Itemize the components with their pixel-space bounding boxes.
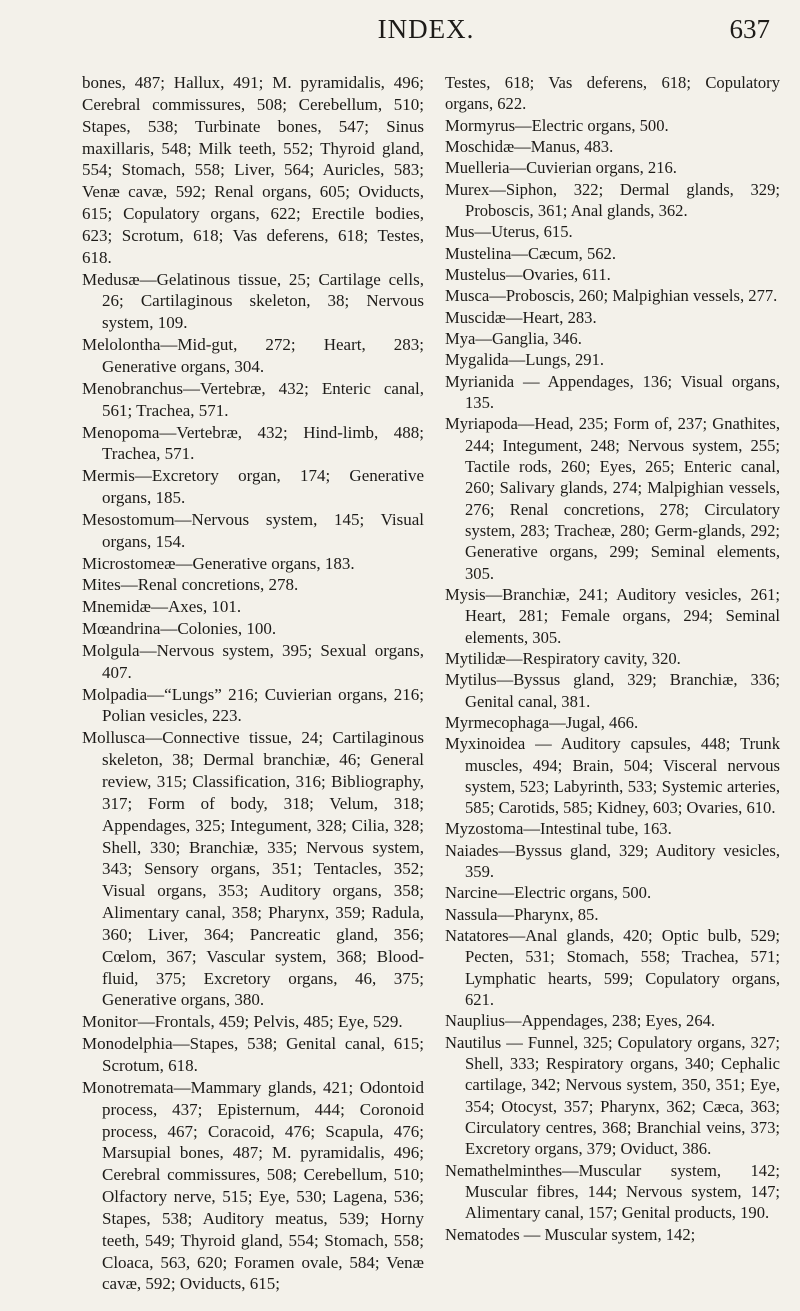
running-head: INDEX. [377,14,475,44]
index-entry: bones, 487; Hallux, 491; M. pyramidalis, 496; Cerebral commissures, 508; Cerebellum, 510; Stapes, 538; Turbinate bones, 547; Sinus maxillaris, 548; Milk teeth, 552; Thyroid gland, 554; Stomach, 558; Liver, 564; Auricles, 583; Venæ cavæ, 592; Renal organs, 605; Oviducts, 615; Copulatory organs, 622; Erectile bodies, 623; Scrotum, 618; Vas deferens, 618; Testes, 618. [82,73,424,267]
index-entry: Mygalida—Lungs, 291. [445,350,605,370]
index-entry: Nautilus — Funnel, 325; Copulatory organs, 327; Shell, 333; Respiratory organs, 340; Cephalic cartilage, 342; Nervous system, 350, 351; Eye, 354; Otocyst, 357; Pharynx, 362; Cæca, 363; Circulatory centres, 368; Branchial veins, 373; Excretory organs, 379; Oviduct, 386. [445,1032,780,1159]
index-entry: Narcine—Electric organs, 500. [445,883,652,903]
index-entry: Myxinoidea — Auditory capsules, 448; Trunk muscles, 494; Brain, 504; Visceral nervous system, 523; Labyrinth, 533; Systemic arteries, 585; Carotids, 585; Kidney, 603; Ovaries, 610. [445,734,780,818]
index-entry: Mysis—Branchiæ, 241; Auditory vesicles, 261; Heart, 281; Female organs, 294; Seminal elements, 305. [445,584,780,647]
index-entry: Mus—Uterus, 615. [445,222,573,242]
index-entry: Muelleria—Cuvierian organs, 216. [445,158,677,178]
index-entry: Musca—Proboscis, 260; Malpighian vessels, 277. [445,286,778,306]
index-entry: Mnemidæ—Axes, 101. [82,597,242,617]
index-entry: Monitor—Frontals, 459; Pelvis, 485; Eye, 529. [82,1012,403,1032]
index-entry: Mustelina—Cæcum, 562. [445,243,617,263]
index-entry: Naiades—Byssus gland, 329; Auditory vesicles, 359. [445,840,780,882]
index-entry: Natatores—Anal glands, 420; Optic bulb, 529; Pecten, 531; Stomach, 558; Trachea, 571; Lymphatic hearts, 599; Copulatory organs, 621. [445,926,780,1010]
index-entry: Myrianida — Appendages, 136; Visual organs, 135. [445,371,780,412]
page-number: 637 [729,14,770,44]
index-column-left [82,72,424,1295]
index-entry: Mustelus—Ovaries, 611. [445,264,611,284]
index-entry: Monotremata—Mammary glands, 421; Odontoid process, 437; Episternum, 444; Coronoid process, 467; Coracoid, 476; Scapula, 476; Marsupial bones, 487; M. pyramidalis, 496; Cerebral commissures, 508; Cerebellum, 510; Olfactory nerve, 515; Eye, 530; Lagena, 536; Stapes, 538; Auditory meatus, 539; Horny teeth, 549; Thyroid gland, 554; Stomach, 558; Cloaca, 563, 620; Foramen ovale, 584; Venæ cavæ, 592; Oviducts, 615; [82,1077,424,1294]
index-entry: Menopoma—Vertebræ, 432; Hind-limb, 488; Trachea, 571. [82,422,424,464]
index-entry: Microstomeæ—Generative organs, 183. [82,553,355,573]
index-entry: Mytilus—Byssus gland, 329; Branchiæ, 336; Genital canal, 381. [445,670,780,711]
index-entry: Mollusca—Connective tissue, 24; Cartilaginous skeleton, 38; Dermal branchiæ, 46; General review, 315; Classification, 316; Bibliography, 317; Form of body, 318; Velum, 318; Appendages, 325; Integument, 328; Cilia, 328; Shell, 330; Branchiæ, 335; Nervous system, 343; Sensory organs, 351; Tentacles, 352; Visual organs, 353; Auditory organs, 358; Alimentary canal, 358; Pharynx, 359; Radula, 360; Liver, 364; Pancreatic gland, 356; Cœlom, 367; Vascular system, 368; Blood-fluid, 375; Excretory organs, 46, 375; Generative organs, 380. [82,728,424,1010]
index-entry: Medusæ—Gelatinous tissue, 25; Cartilage cells, 26; Cartilaginous skeleton, 38; Nervous system, 109. [82,269,424,333]
index-entry: Murex—Siphon, 322; Dermal glands, 329; Proboscis, 361; Anal glands, 362. [445,179,780,220]
index-entry: Monodelphia—Stapes, 538; Genital canal, 615; Scrotum, 618. [82,1034,424,1075]
index-entry: Myrmecophaga—Jugal, 466. [445,712,639,732]
index-entry: Menobranchus—Vertebræ, 432; Enteric canal, 561; Trachea, 571. [82,378,424,420]
index-entry: Mesostomum—Nervous system, 145; Visual organs, 154. [82,509,424,551]
index-entry: Nauplius—Appendages, 238; Eyes, 264. [445,1011,716,1031]
index-entry: Mya—Ganglia, 346. [445,328,582,348]
index-entry: Nemathelminthes—Muscular system, 142; Muscular fibres, 144; Nervous system, 147; Alimentary canal, 157; Genital products, 190. [445,1160,780,1223]
index-entry: Testes, 618; Vas deferens, 618; Copulatory organs, 622. [445,73,780,114]
index-entry: Mites—Renal concretions, 278. [82,575,299,595]
index-column-right [445,72,780,1245]
index-entry: Myzostoma—Intestinal tube, 163. [445,819,672,839]
index-entry: Mœandrina—Colonies, 100. [82,619,277,639]
index-entry: Mermis—Excretory organ, 174; Generative organs, 185. [82,466,424,508]
index-entry: Nematodes — Muscular system, 142; [445,1224,696,1244]
index-entry: Melolontha—Mid-gut, 272; Heart, 283; Generative organs, 304. [82,335,424,376]
index-entry: Muscidæ—Heart, 283. [445,307,597,327]
index-entry: Mytilidæ—Respiratory cavity, 320. [445,648,681,668]
index-entry: Molpadia—“Lungs” 216; Cuvierian organs, 216; Polian vesicles, 223. [82,684,424,726]
index-entry: Nassula—Pharynx, 85. [445,904,599,924]
index-entry: Molgula—Nervous system, 395; Sexual organs, 407. [82,640,424,682]
index-entry: Moschidæ—Manus, 483. [445,136,614,156]
index-entry: Mormyrus—Electric organs, 500. [445,115,669,135]
page-header [82,14,770,54]
index-entry: Myriapoda—Head, 235; Form of, 237; Gnathites, 244; Integument, 248; Nervous system, 255; Tactile rods, 260; Eyes, 265; Enteric canal, 260; Salivary glands, 274; Malpighian vessels, 276; Renal concretions, 278; Circulatory system, 283; Tracheæ, 280; Germ-glands, 292; Generative organs, 299; Seminal elements, 305. [445,414,780,583]
